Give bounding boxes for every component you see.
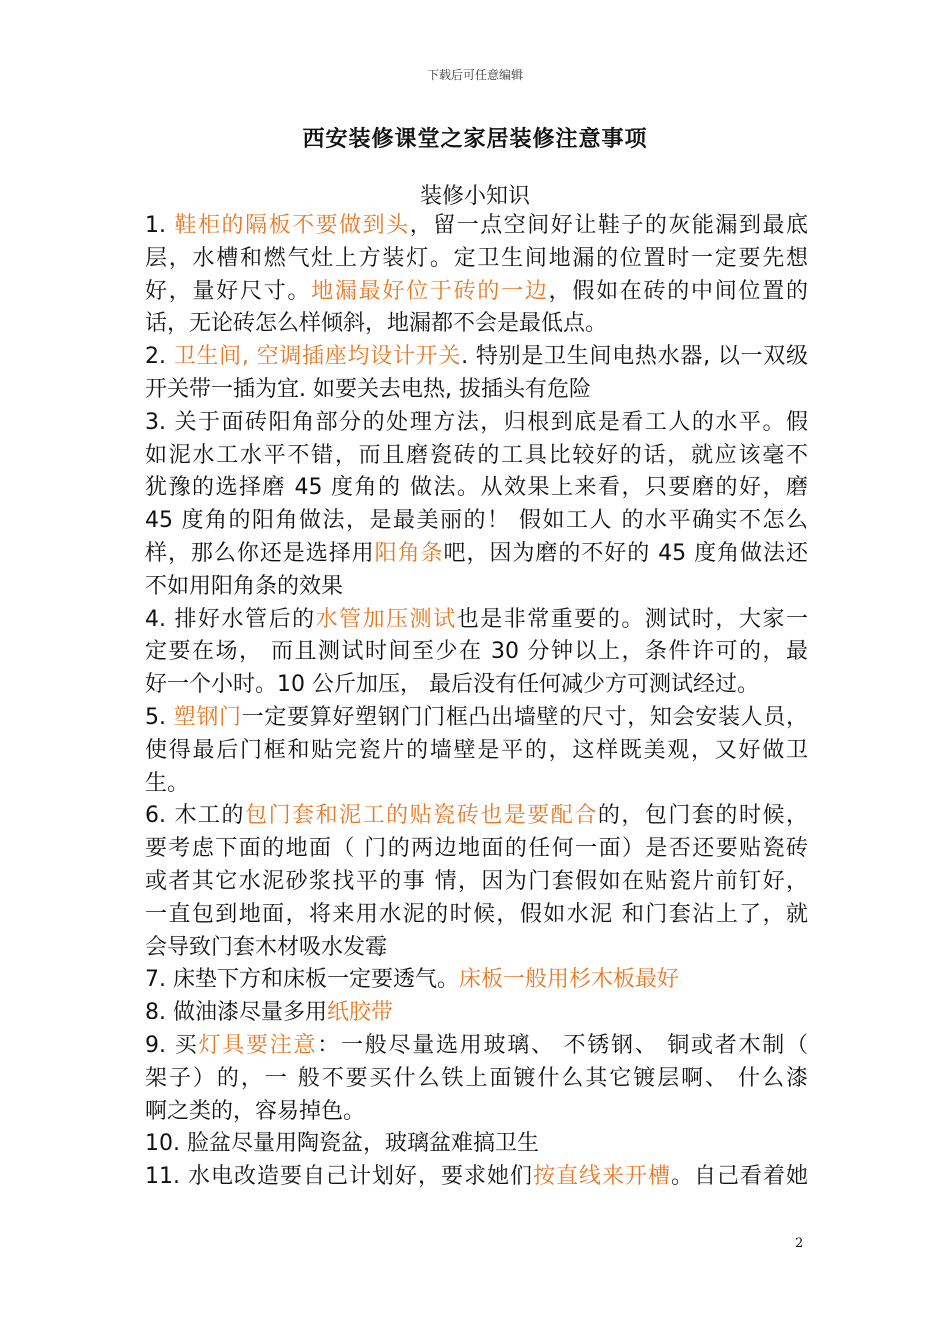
text-segment: 使得最后门框和贴完瓷片的墙壁是平的，这样既美观，又好做卫 [145,737,808,763]
text-segment: 6. 木工的 [145,803,246,829]
highlighted-text: 纸胶带 [326,1000,393,1026]
text-segment: 5. [145,704,174,730]
text-segment: 9. 买 [145,1032,199,1058]
text-segment: 1. [145,213,175,238]
text-segment: 好，量好尺寸。 [145,278,312,304]
text-line [145,1030,808,1063]
text-segment: 样，那么你还是选择用 [145,540,375,566]
text-segment: 45 度角的阳角做法，是最美丽的！ 假如工人 的水平确实不怎么 [145,508,808,534]
text-line [145,276,808,309]
text-segment: 4. 排好水管后的 [145,606,316,632]
text-line [145,243,808,276]
text-segment: 或者其它水泥砂浆找平的事 情，因为门套假如在贴瓷片前钉好， [145,868,808,894]
highlighted-text: 鞋柜的隔板不要做到头 [174,213,410,238]
text-segment: 话，无论砖怎么样倾斜，地漏都不会是最低点。 [145,311,608,337]
text-line [145,210,808,243]
text-line [145,374,808,407]
text-line [145,964,808,997]
text-segment: 7. 床垫下方和床板一定要透气。 [145,967,459,993]
text-line [145,308,808,341]
text-line [145,735,808,768]
highlighted-text: 卫生间, 空调插座均设计开关 [173,344,462,370]
text-line [145,341,808,374]
text-line [145,702,808,735]
text-line [145,669,808,702]
text-line [145,1063,808,1096]
text-segment: 2. [145,344,174,370]
text-line [145,1161,808,1194]
text-segment: 3. 关于面砖阳角部分的处理方法，归根到底是看工人的水平。假 [145,409,808,435]
text-segment: 会导致门套木材吸水发霉 [145,934,388,960]
text-segment: 10. 脸盆尽量用陶瓷盆，玻璃盆难搞卫生 [145,1131,539,1157]
text-segment: 不如用阳角条的效果 [145,573,344,599]
text-line [145,472,808,505]
text-line [145,407,808,440]
highlighted-text: 按直线来开槽 [532,1164,671,1190]
text-segment: 定要在场， 而且测试时间至少在 30 分钟以上，条件许可的，最 [145,639,808,665]
text-line [145,1096,808,1129]
text-segment: 一定要算好塑钢门门框凸出墙壁的尺寸，知会安装人员， [241,704,808,730]
text-segment: 要考虑下面的地面（ 门的两边地面的任何一面）是否还要贴瓷砖 [145,836,808,862]
text-segment: 犹豫的选择磨 45 度角的 做法。从效果上来看，只要磨的好，磨 [145,475,808,501]
body-text [145,210,808,1194]
highlighted-text: 塑钢门 [173,704,242,730]
text-line [145,636,808,669]
text-segment: 一直包到地面，将来用水泥的时候，假如水泥 和门套沾上了，就 [145,901,808,927]
text-line [145,899,808,932]
highlighted-text: 包门套和泥工的贴瓷砖也是要配合 [245,803,598,829]
highlighted-text: 床板一般用杉木板最好 [458,967,679,993]
text-segment: . 特别是卫生间电热水器, 以一双级 [461,344,808,370]
text-segment: 啊之类的，容易掉色。 [145,1098,366,1124]
text-segment: ，留一点空间好让鞋子的灰能漏到最底 [409,213,808,238]
text-segment: 架子）的，一 般不要买什么铁上面镀什么其它镀层啊、 什么漆 [145,1065,808,1091]
text-line [145,1128,808,1161]
text-segment: 层，水槽和燃气灶上方装灯。定卫生间地漏的位置时一定要先想 [145,245,808,271]
text-segment: 开关带一插为宜. 如要关去电热, 拔插头有危险 [145,376,591,402]
highlighted-text: 阳角条 [374,540,444,566]
section-subtitle: 装修小知识 [419,184,530,209]
text-line [145,604,808,637]
text-line [145,538,808,571]
text-segment: 好一个小时。10 公斤加压， 最后没有任何减少方可测试经过。 [145,672,759,698]
text-segment: 吧，因为磨的不好的 45 度角做法还 [443,540,808,566]
page-header: 下载后可任意编辑 [426,68,523,82]
text-line [145,800,808,833]
text-segment: ：一般尽量选用玻璃、 不锈钢、 铜或者木制（ [317,1032,808,1058]
text-segment: ，假如在砖的中间位置的 [548,278,808,304]
text-line [145,866,808,899]
highlighted-text: 水管加压测试 [315,606,457,632]
highlighted-text: 地漏最好位于砖的一边 [311,278,549,304]
text-line [145,571,808,604]
text-segment: 如泥水工水平不错，而且磨瓷砖的工具比较好的话，就应该毫不 [145,442,808,468]
text-line [145,768,808,801]
page-number: 2 [795,1236,804,1251]
text-line [145,833,808,866]
text-line [145,505,808,538]
text-segment: 。自己看着她 [670,1164,808,1190]
text-line [145,440,808,473]
text-line [145,997,808,1030]
highlighted-text: 灯具要注意 [198,1032,318,1058]
text-segment: 8. 做油漆尽量多用 [145,1000,327,1026]
document-title: 西安装修课堂之家居装修注意事项 [302,127,648,152]
text-segment: 的，包门套的时候， [597,803,808,829]
text-segment: 生。 [145,770,190,796]
text-line [145,932,808,965]
text-segment: 也是非常重要的。测试时，大家一 [456,606,808,632]
text-segment: 11. 水电改造要自己计划好，要求她们 [145,1164,533,1190]
